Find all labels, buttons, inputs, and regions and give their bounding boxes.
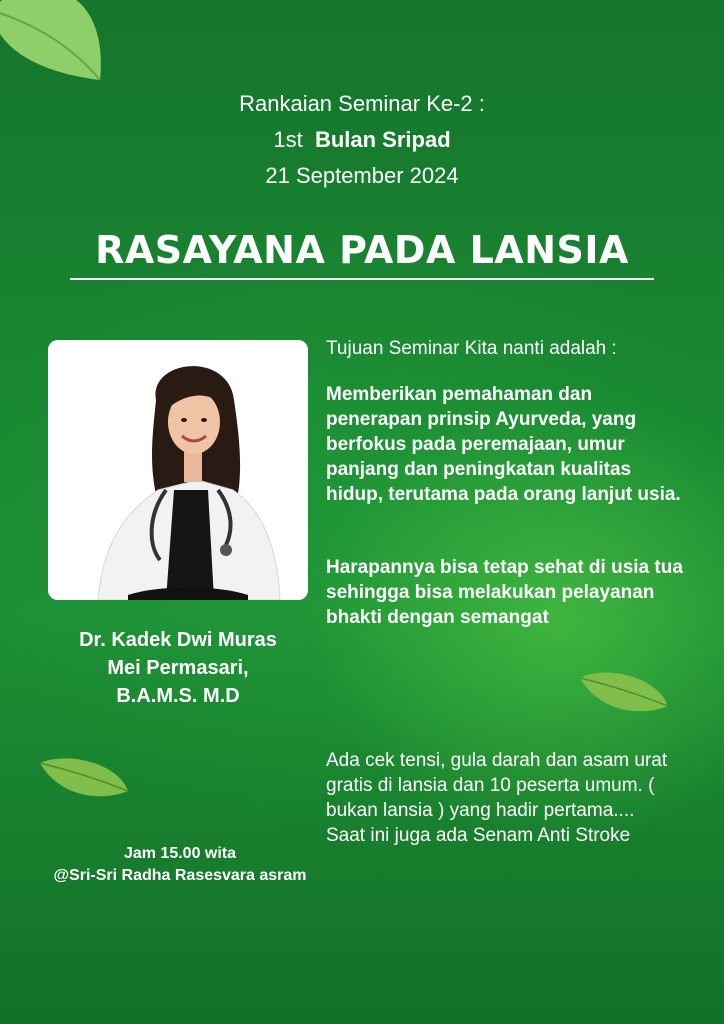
leaf-top-left-icon: [0, 0, 130, 95]
series-month-name: Bulan Sripad: [314, 127, 451, 152]
leaf-left-icon: [38, 757, 130, 803]
event-time-place: [40, 843, 320, 887]
speaker-name-line1: Dr. Kadek Dwi Muras: [79, 629, 277, 651]
exercise-note: Saat ini juga ada Senam Anti Stroke: [326, 825, 631, 846]
goal-description: Memberikan pemahaman dan penerapan prinsip Ayurveda, yang berfokus pada peremajaan, umur panjang dan peningkatan kualitas hidup, terutama pada orang lanjut usia.: [326, 384, 681, 505]
series-prefix: 1st: [273, 127, 303, 152]
free-checkup-note: Ada cek tensi, gula darah dan asam urat gratis di lansia dan 10 peserta umum. ( bukan lansia ) yang hadir pertama....: [326, 750, 668, 821]
speaker-name: [48, 626, 308, 710]
event-place: @Sri-Sri Radha Rasesvara asram: [53, 867, 307, 884]
series-label: Rankaian Seminar Ke-2 :: [239, 91, 485, 116]
speaker-photo: [48, 340, 308, 600]
speaker-credentials: B.A.M.S. M.D: [116, 685, 240, 707]
series-month: [0, 122, 724, 158]
goal-intro: Tujuan Seminar Kita nanti adalah :: [326, 338, 617, 359]
speaker-name-line2: Mei Permasari,: [107, 657, 249, 679]
goal-hope: Harapannya bisa tetap sehat di usia tua sehingga bisa melakukan pelayanan bhakti dengan semangat: [326, 557, 683, 628]
event-time: Jam 15.00 wita: [123, 845, 237, 862]
seminar-title: RASAYANA PADA LANSIA: [95, 228, 629, 272]
series-date: 21 September 2024: [265, 163, 459, 188]
seminar-series-header: [0, 86, 724, 194]
event-extras: [326, 748, 696, 848]
leaf-right-icon: [578, 670, 670, 718]
title-underline: [70, 278, 654, 280]
speaker-portrait-icon: [48, 340, 308, 600]
